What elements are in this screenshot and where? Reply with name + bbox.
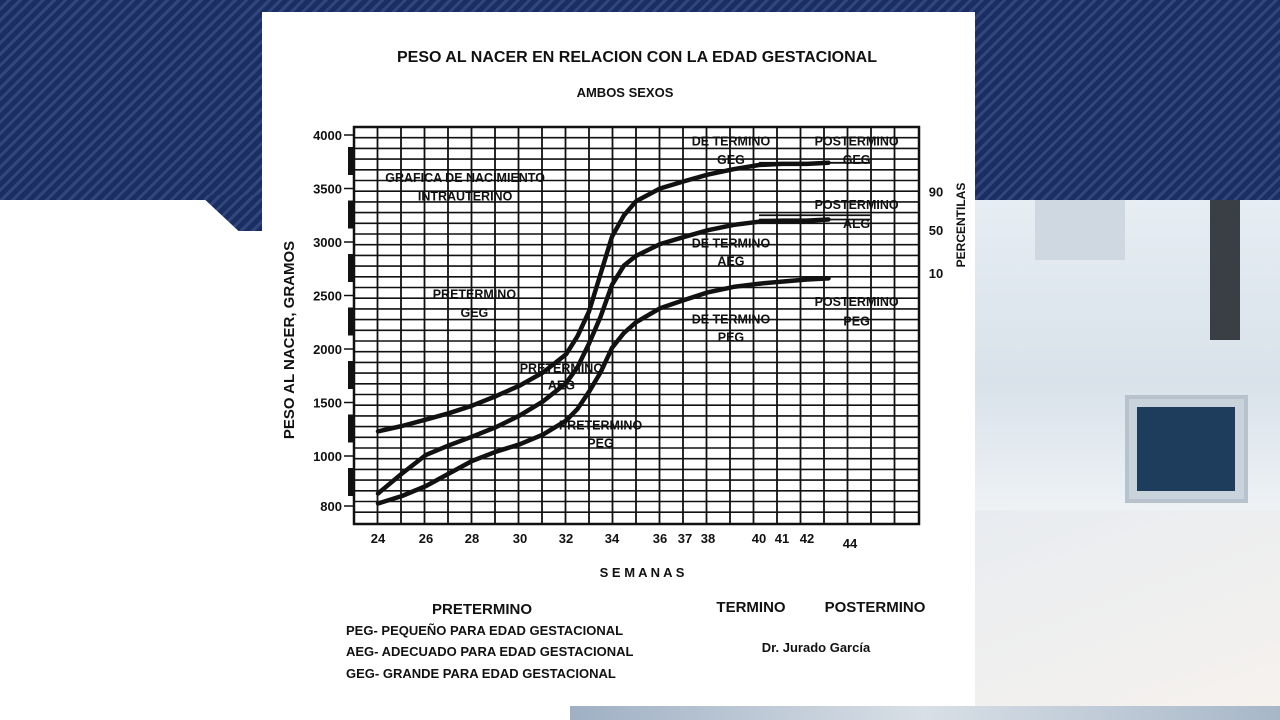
annotation-label: AEG (717, 254, 745, 269)
annotation-label: PEG (843, 314, 870, 329)
annotation-label: GEG (717, 152, 745, 167)
x-tick-label: 26 (418, 531, 434, 546)
percentile-label: 10 (928, 266, 944, 282)
x-tick-label: 40 (751, 531, 767, 546)
footer-termino: TERMINO (716, 599, 786, 616)
axis-marker (348, 415, 355, 443)
x-tick-label: 28 (464, 531, 480, 546)
x-tick-label: 41 (774, 531, 790, 546)
annotation-label: GEG (842, 152, 871, 167)
x-axis-ticks (371, 531, 858, 551)
y-tick-label: 1500 (313, 395, 342, 411)
x-tick-label: 38 (700, 531, 716, 546)
axis-marker (348, 468, 355, 496)
y-tick-label: 2500 (313, 288, 342, 304)
annotation-label: GEG (460, 305, 489, 320)
annotation-label: DE TERMINO (691, 312, 771, 327)
photo-strip (570, 706, 1280, 720)
y-axis-ticks (313, 128, 354, 514)
axis-marker (348, 201, 355, 229)
footer-postermino: POSTERMINO (824, 599, 926, 616)
annotation-label: GRAFICA DE NACIMIENTO (385, 171, 545, 186)
x-tick-label: 42 (799, 531, 815, 546)
annotation-label: PEG (587, 436, 614, 451)
birthweight-chart (262, 12, 975, 706)
y-tick-label: 1000 (313, 449, 342, 464)
y-tick-label: 800 (320, 499, 342, 514)
x-tick-label: 30 (512, 531, 528, 546)
legend-line-peg: PEG- PEQUEÑO PARA EDAD GESTACIONAL (346, 623, 624, 638)
chart-author: Dr. Jurado García (761, 640, 871, 655)
x-tick-label: 37 (677, 531, 693, 546)
chart-card (262, 12, 975, 706)
y-tick-label: 2000 (313, 342, 342, 357)
annotation-label: PEG (717, 330, 745, 345)
percentile-labels (929, 185, 943, 281)
monitor-frame (1125, 395, 1248, 503)
x-tick-label: 34 (604, 531, 620, 546)
annotation-label: INTRAUTERINO (417, 189, 513, 204)
annotation-label: AEG (547, 378, 575, 393)
annotation-label: DE TERMINO (691, 236, 771, 251)
region-annotations (385, 135, 899, 451)
x-tick-label: 36 (652, 531, 668, 546)
y-tick-label: 3000 (313, 235, 342, 250)
x-tick-label: 24 (370, 531, 386, 546)
y-tick-label: 4000 (313, 128, 342, 143)
monitor-screen (1137, 407, 1235, 491)
slide-background-tab (200, 195, 270, 231)
percentile-curves (378, 163, 870, 504)
x-tick-label: 44 (842, 536, 858, 551)
hospital-photo (975, 200, 1280, 720)
axis-marker (348, 308, 355, 336)
hanging-object (1210, 200, 1240, 340)
x-axis-label: S E M A N A S (599, 565, 685, 580)
annotation-label: AEG (843, 217, 871, 232)
annotation-label: PRETERMINO (432, 287, 517, 302)
annotation-label: POSTERMINO (814, 134, 899, 149)
x-tick-label: 32 (558, 531, 574, 546)
annotation-label: DE TERMINO (691, 134, 771, 149)
annotation-label: POSTERMINO (814, 197, 899, 212)
chart-subtitle: AMBOS SEXOS (576, 85, 674, 100)
equipment-box (1035, 200, 1125, 260)
y-tick-label: 3500 (313, 181, 342, 197)
legend-line-geg: GEG- GRANDE PARA EDAD GESTACIONAL (346, 666, 616, 681)
footer-pretermino: PRETERMINO (431, 601, 533, 618)
y2-axis-label: PERCENTILAS (954, 182, 968, 268)
incubator (975, 510, 1280, 720)
legend-line-aeg: AEG- ADECUADO PARA EDAD GESTACIONAL (346, 644, 634, 659)
axis-marker (348, 254, 355, 282)
chart-title: PESO AL NACER EN RELACION CON LA EDAD GESTACIONAL (396, 49, 878, 66)
axis-marker (348, 361, 355, 389)
axis-marker (348, 147, 355, 175)
annotation-label: PRETERMINO (558, 418, 643, 433)
annotation-label: POSTERMINO (814, 295, 899, 310)
y-axis-label: PESO AL NACER, GRAMOS (281, 240, 298, 440)
percentile-label: 50 (928, 223, 944, 239)
percentile-label: 90 (928, 184, 944, 200)
annotation-label: PRETERMINO (519, 361, 604, 376)
